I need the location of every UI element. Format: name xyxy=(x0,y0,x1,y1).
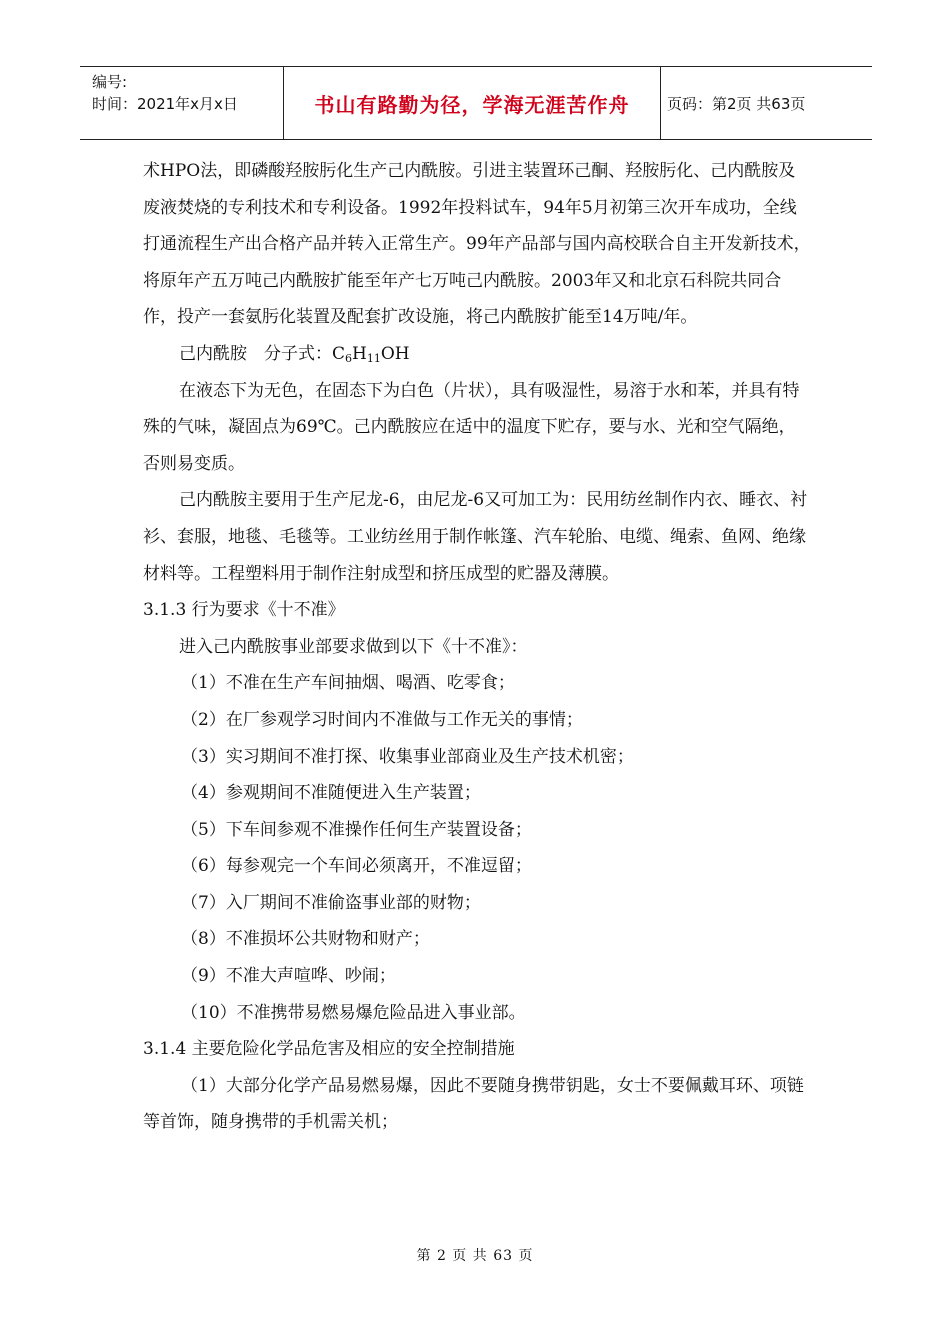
formula-h-subscript: 11 xyxy=(366,351,381,365)
rule-item: （8）不准损坏公共财物和财产； xyxy=(181,929,430,950)
rule-item: （1）不准在生产车间抽烟、喝酒、吃零食； xyxy=(181,673,515,694)
formula-label: 己内酰胺 分子式：C xyxy=(179,343,346,364)
paragraph-history: 术HPO法，即磷酸羟胺肟化生产己内酰胺。引进主装置环己酮、羟胺肟化、己内酰胺及废液焚烧的专利技术和专利设备。1992年投料试车，94年5月初第三次开车成功，全线打通流程生产出合格产品并转入正常生产。99年产品部与国内高校联合自主开发新技术，将原年产五万吨己内酰胺扩能至年产七万吨己内酰胺。2003年又和北京石科院共同合作，投产一套氨肟化装置及配套扩改设施，将己内酰胺扩能至14万吨/年。 xyxy=(143,161,811,328)
document-body xyxy=(143,153,811,1141)
paragraph-properties: 在液态下为无色，在固态下为白色（片状），具有吸湿性，易溶于水和苯，并具有特殊的气味，凝固点为69℃。己内酰胺应在适中的温度下贮存，要与水、光和空气隔绝，否则易变质。 xyxy=(143,380,800,474)
paragraph-uses: 己内酰胺主要用于生产尼龙-6，由尼龙-6又可加工为：民用纺丝制作内衣、睡衣、衬衫、套服，地毯、毛毯等。工业纺丝用于制作帐篷、汽车轮胎、电缆、绳索、鱼网、绝缘材料等。工程塑料用于制作注射成型和挤压成型的贮器及薄膜。 xyxy=(143,490,808,584)
document-date: 时间：2021年x月x日 xyxy=(92,95,238,113)
rule-item: （9）不准大声喧哗、吵闹； xyxy=(181,966,396,987)
rule-item: （7）入厂期间不准偷盗事业部的财物； xyxy=(181,892,481,913)
rule-item: （6）每参观完一个车间必须离开，不准逗留； xyxy=(181,856,532,877)
section-heading-314: 3.1.4 主要危险化学品危害及相应的安全控制措施 xyxy=(143,1039,515,1060)
rule-item: （4）参观期间不准随便进入生产装置； xyxy=(181,783,481,804)
chemical-formula-line xyxy=(143,336,811,373)
page-header xyxy=(80,66,872,140)
header-meta xyxy=(80,67,284,139)
formula-tail: OH xyxy=(380,343,410,364)
rule-item: （3）实习期间不准打探、收集事业部商业及生产技术机密； xyxy=(181,746,634,767)
document-number-label: 编号: xyxy=(92,73,128,91)
formula-c-subscript: 6 xyxy=(345,351,353,365)
rule-item: （5）下车间参观不准操作任何生产装置设备； xyxy=(181,819,532,840)
formula-h: H xyxy=(352,343,367,364)
safety-measure-item: （1）大部分化学产品易燃易爆，因此不要随身携带钥匙，女士不要佩戴耳环、项链等首饰，随身携带的手机需关机； xyxy=(143,1075,804,1133)
section-heading-313: 3.1.3 行为要求《十不准》 xyxy=(143,600,345,621)
header-page-info: 页码：第2页 共63页 xyxy=(667,94,806,113)
rule-item: （10）不准携带易燃易爆危险品进入事业部。 xyxy=(181,1002,526,1023)
section-313-intro: 进入己内酰胺事业部要求做到以下《十不准》： xyxy=(179,636,528,657)
rules-list xyxy=(143,665,811,1031)
page-footer: 第 2 页 共 63 页 xyxy=(416,1248,534,1264)
header-motto: 书山有路勤为径，学海无涯苦作舟 xyxy=(284,67,661,139)
rule-item: （2）在厂参观学习时间内不准做与工作无关的事情； xyxy=(181,709,583,730)
